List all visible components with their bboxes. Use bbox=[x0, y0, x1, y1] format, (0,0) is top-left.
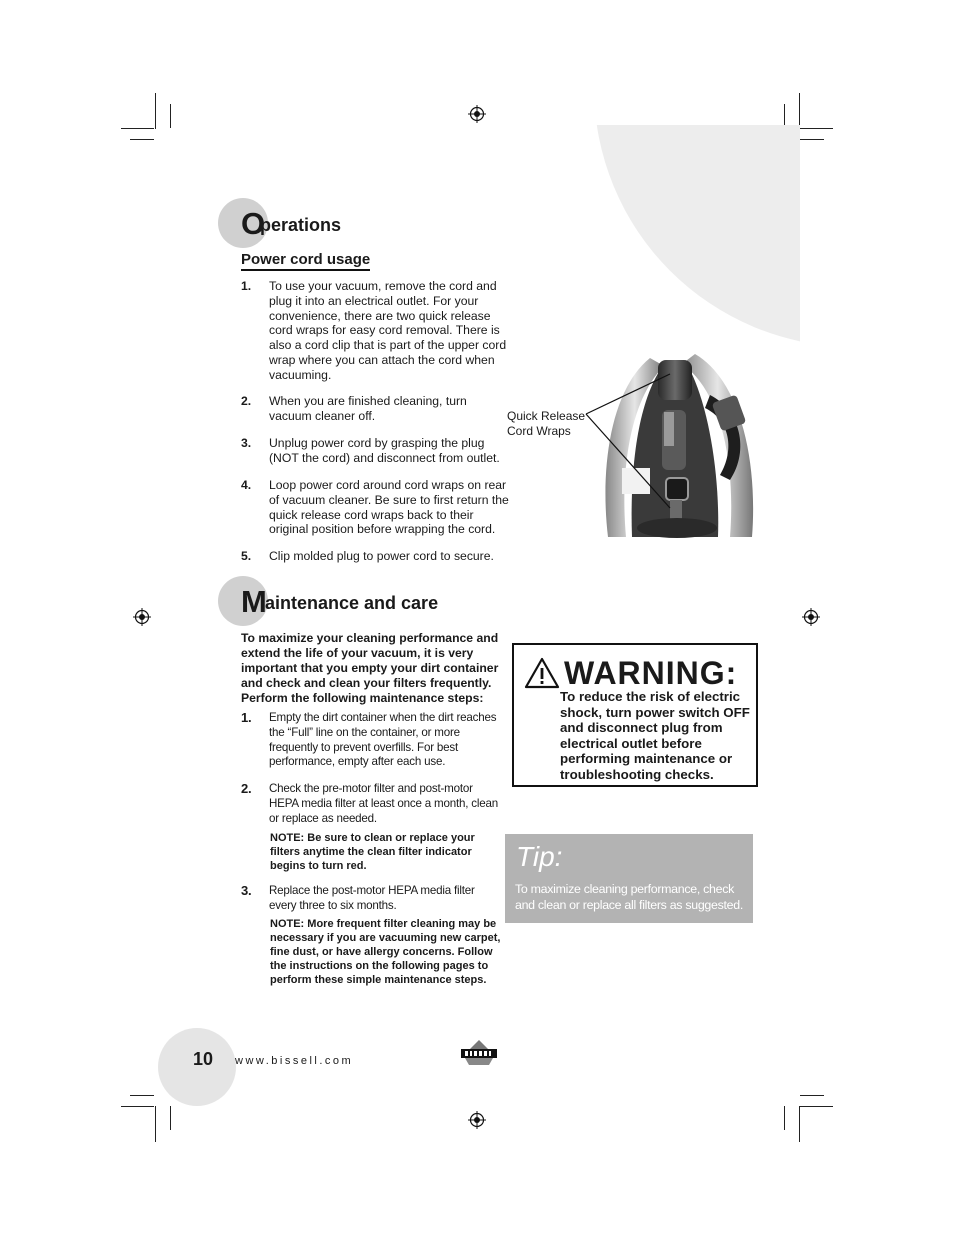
step-number: 3. bbox=[241, 883, 252, 898]
warning-triangle-icon bbox=[524, 657, 560, 689]
step-text: Clip molded plug to power cord to secure. bbox=[269, 549, 494, 563]
crop-mark bbox=[784, 1106, 785, 1130]
step-text: To use your vacuum, remove the cord and plug it into an electrical outlet. For your convenience, there are two quick release cord wraps for easy cord removal. There is also a cord clip that is part of the upper cord wrap where you can attach the cord when vacuuming. bbox=[269, 279, 507, 382]
list-item bbox=[241, 279, 511, 384]
step-number: 2. bbox=[241, 781, 252, 796]
step-number: 5. bbox=[241, 549, 252, 563]
crop-mark bbox=[130, 1095, 154, 1096]
cord-wraps-callout bbox=[507, 409, 585, 439]
callout-line-1: Quick Release bbox=[507, 409, 586, 423]
crop-mark bbox=[800, 128, 833, 129]
decorative-corner-shape bbox=[594, 125, 800, 347]
crop-mark bbox=[121, 1106, 154, 1107]
registration-mark-icon bbox=[468, 105, 486, 123]
step-text: Loop power cord around cord wraps on rear of vacuum cleaner. Be sure to first return the quick release cord wraps back to their original position before wrapping the cord. bbox=[269, 478, 509, 537]
crop-mark bbox=[800, 139, 824, 140]
power-cord-heading: Power cord usage bbox=[241, 251, 370, 271]
registration-mark-icon bbox=[133, 608, 151, 626]
step-number: 1. bbox=[241, 279, 252, 293]
step-number: 3. bbox=[241, 436, 252, 450]
step-number: 2. bbox=[241, 394, 252, 408]
operations-heading-initial: O bbox=[241, 206, 265, 241]
crop-mark bbox=[170, 104, 171, 128]
operations-heading-text: perations bbox=[260, 215, 342, 235]
website-url: www.bissell.com bbox=[235, 1055, 354, 1067]
warning-text: To reduce the risk of electric shock, turn power switch OFF and disconnect plug from electrical outlet before performing maintenance or troubleshooting checks. bbox=[560, 689, 750, 782]
step-text: Replace the post-motor HEPA media filter every three to six months. bbox=[269, 884, 475, 912]
warning-title: WARNING: bbox=[564, 655, 738, 691]
crop-mark bbox=[800, 1095, 824, 1096]
registration-mark-icon bbox=[802, 608, 820, 626]
crop-mark bbox=[799, 1106, 800, 1142]
bissell-logo-icon bbox=[459, 1038, 499, 1068]
vacuum-rear-photo bbox=[580, 350, 755, 540]
crop-mark bbox=[170, 1106, 171, 1130]
crop-mark bbox=[800, 1106, 833, 1107]
crop-mark bbox=[155, 1106, 156, 1142]
step-text: Unplug power cord by grasping the plug (NOT the cord) and disconnect from outlet. bbox=[269, 436, 500, 465]
page-number: 10 bbox=[193, 1049, 214, 1069]
warning-box bbox=[512, 643, 758, 787]
frequent-cleaning-note: NOTE: More frequent filter cleaning may be necessary if you are vacuuming new carpet, fine dust, or have allergy concerns. Follow the instructions on the following pages to perform these simple maintenance steps. bbox=[270, 918, 501, 986]
maintenance-heading-text: aintenance and care bbox=[265, 593, 439, 613]
filter-indicator-note: NOTE: Be sure to clean or replace your filters anytime the clean filter indicator begins to turn red. bbox=[270, 832, 475, 872]
step-number: 4. bbox=[241, 478, 252, 492]
crop-mark bbox=[130, 139, 154, 140]
tip-title: Tip: bbox=[516, 841, 563, 872]
crop-mark bbox=[799, 93, 800, 129]
maintenance-intro: To maximize your cleaning performance and extend the life of your vacuum, it is very important that you empty your dirt container and check and clean your filters frequently. Perform the following maintenance steps: bbox=[241, 631, 499, 705]
registration-mark-icon bbox=[468, 1111, 486, 1129]
tip-box bbox=[505, 834, 753, 923]
maintenance-heading-initial: M bbox=[241, 584, 266, 619]
step-text: Check the pre-motor filter and post-motor HEPA media filter at least once a month, clean or replace as needed. bbox=[269, 782, 499, 825]
step-number: 1. bbox=[241, 710, 252, 725]
crop-mark bbox=[121, 128, 154, 129]
callout-line-2: Cord Wraps bbox=[507, 424, 571, 438]
step-text: When you are finished cleaning, turn vacuum cleaner off. bbox=[269, 394, 467, 423]
crop-mark bbox=[155, 93, 156, 129]
step-text: Empty the dirt container when the dirt reaches the “Full” line on the container, or more frequently to prevent overfills. For best performance, empty after each use. bbox=[269, 711, 497, 769]
tip-text: To maximize cleaning performance, check and clean or replace all filters as suggested. bbox=[515, 882, 743, 912]
